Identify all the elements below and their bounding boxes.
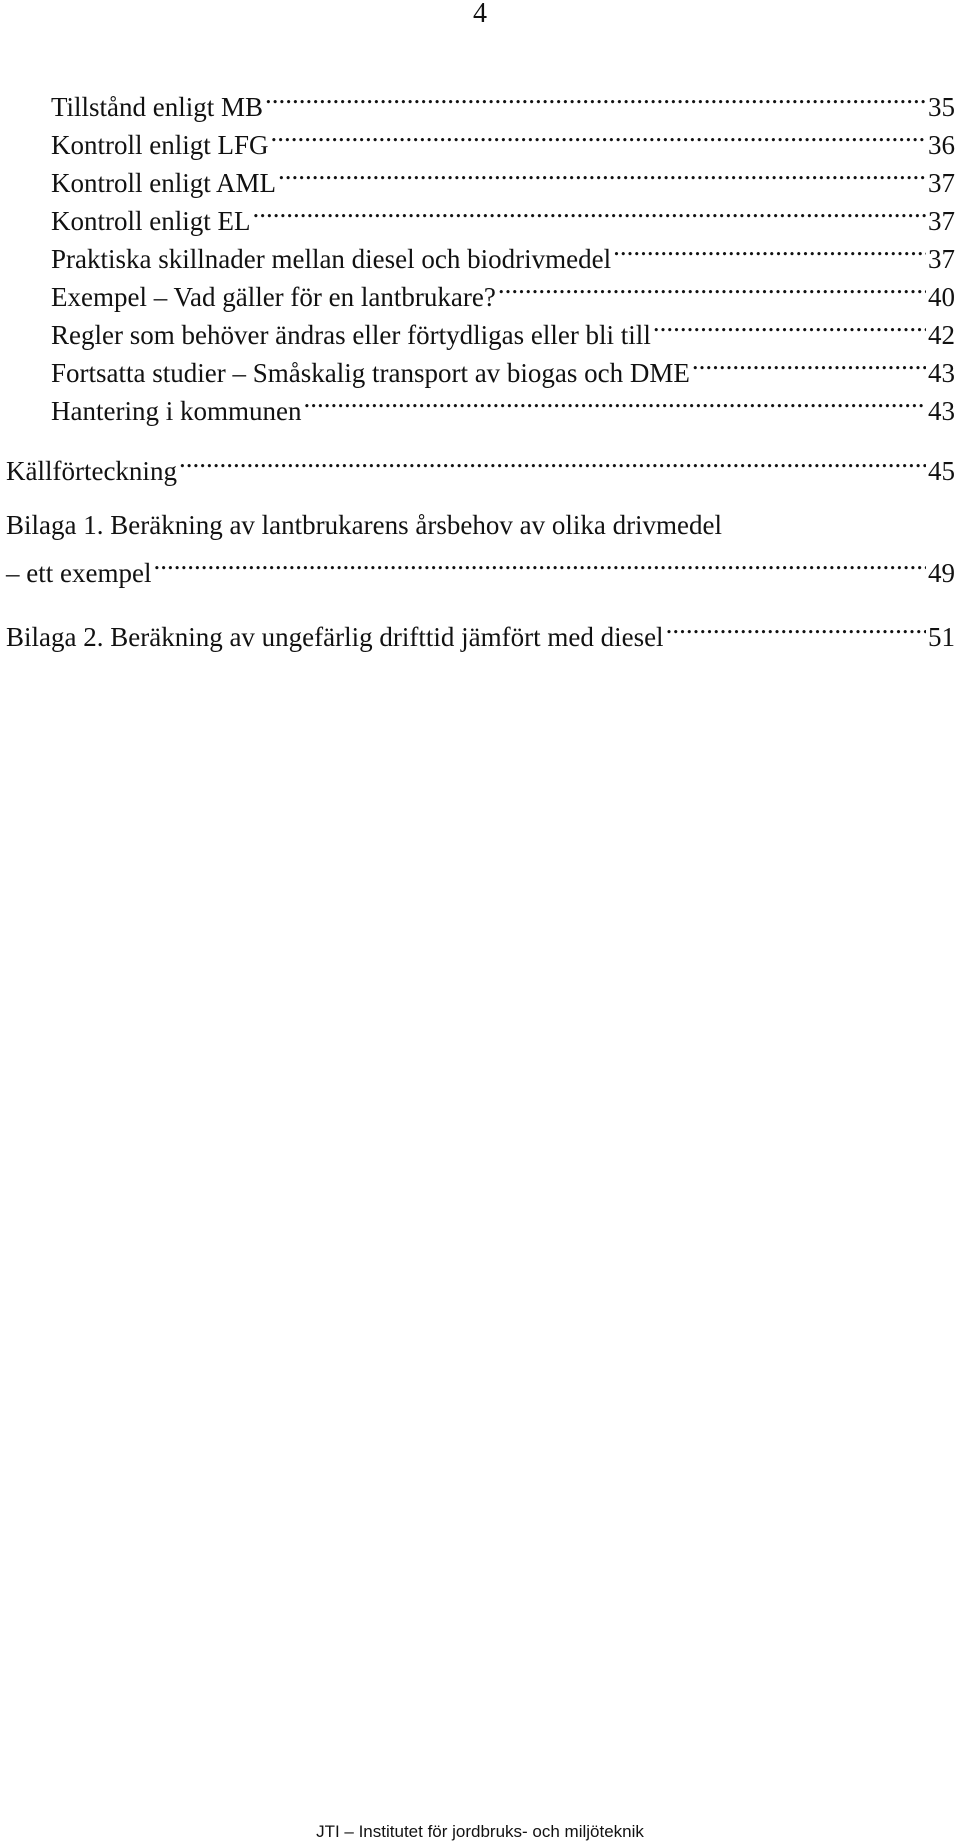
toc-entry-label: Exempel – Vad gäller för en lantbrukare? xyxy=(51,282,496,312)
dot-leader xyxy=(303,382,926,420)
dot-leader xyxy=(252,192,926,230)
toc-entry-page: 43 xyxy=(928,358,955,388)
toc-entry[interactable] xyxy=(6,344,955,388)
toc-entry[interactable] xyxy=(6,268,955,312)
toc-entry-page: 51 xyxy=(928,622,955,652)
toc-entry-label: Kontroll enligt AML xyxy=(51,168,276,198)
toc-entry-label: Bilaga 2. Beräkning av ungefärlig drifttid jämfört med diesel xyxy=(6,622,664,652)
toc-entry-label: Kontroll enligt EL xyxy=(51,206,251,236)
toc-entry-page: 37 xyxy=(928,244,955,274)
toc-entry[interactable] xyxy=(6,154,955,198)
toc-entry-page: 49 xyxy=(928,558,955,588)
dot-leader xyxy=(653,306,926,344)
toc-entry-line2[interactable] xyxy=(6,544,955,588)
page-footer: JTI – Institutet för jordbruks- och miljöteknik xyxy=(316,1822,644,1841)
page-number: 4 xyxy=(473,0,487,29)
dot-leader xyxy=(271,116,927,154)
toc-entry[interactable] xyxy=(6,230,955,274)
table-of-contents xyxy=(6,78,955,652)
toc-entry[interactable] xyxy=(6,306,955,350)
toc-entry[interactable] xyxy=(6,192,955,236)
toc-entry[interactable] xyxy=(6,608,955,652)
toc-entry-page: 43 xyxy=(928,396,955,426)
toc-entry-label: Bilaga 1. Beräkning av lantbrukarens årsbehov av olika drivmedel xyxy=(6,510,723,540)
toc-entry-page: 36 xyxy=(928,130,955,160)
toc-entry-page: 37 xyxy=(928,168,955,198)
dot-leader xyxy=(278,154,926,192)
toc-entry-page: 35 xyxy=(928,92,955,122)
dot-leader xyxy=(666,608,926,646)
toc-entry-label: Regler som behöver ändras eller förtydligas eller bli till xyxy=(51,320,651,350)
toc-entry-page: 40 xyxy=(928,282,955,312)
toc-entry-label: Källförteckning xyxy=(6,456,177,486)
toc-entry[interactable] xyxy=(6,116,955,160)
toc-entry-label: – ett exempel xyxy=(6,558,152,588)
toc-entry[interactable] xyxy=(6,442,955,486)
toc-entry-page: 37 xyxy=(928,206,955,236)
toc-entry-label: Praktiska skillnader mellan diesel och biodrivmedel xyxy=(51,244,612,274)
toc-entry[interactable] xyxy=(6,78,955,122)
toc-entry-label: Kontroll enligt LFG xyxy=(51,130,269,160)
dot-leader xyxy=(265,78,926,116)
toc-entry-label: Hantering i kommunen xyxy=(51,396,302,426)
dot-leader xyxy=(613,230,926,268)
dot-leader xyxy=(153,544,926,582)
toc-entry-page: 45 xyxy=(928,456,955,486)
toc-entry-line1[interactable] xyxy=(6,506,955,544)
dot-leader xyxy=(498,268,926,306)
dot-leader xyxy=(692,344,926,382)
toc-entry-page: 42 xyxy=(928,320,955,350)
toc-entry-label: Fortsatta studier – Småskalig transport av biogas och DME xyxy=(51,358,690,388)
toc-entry[interactable] xyxy=(6,382,955,426)
toc-entry-label: Tillstånd enligt MB xyxy=(51,92,264,122)
dot-leader xyxy=(179,442,926,480)
